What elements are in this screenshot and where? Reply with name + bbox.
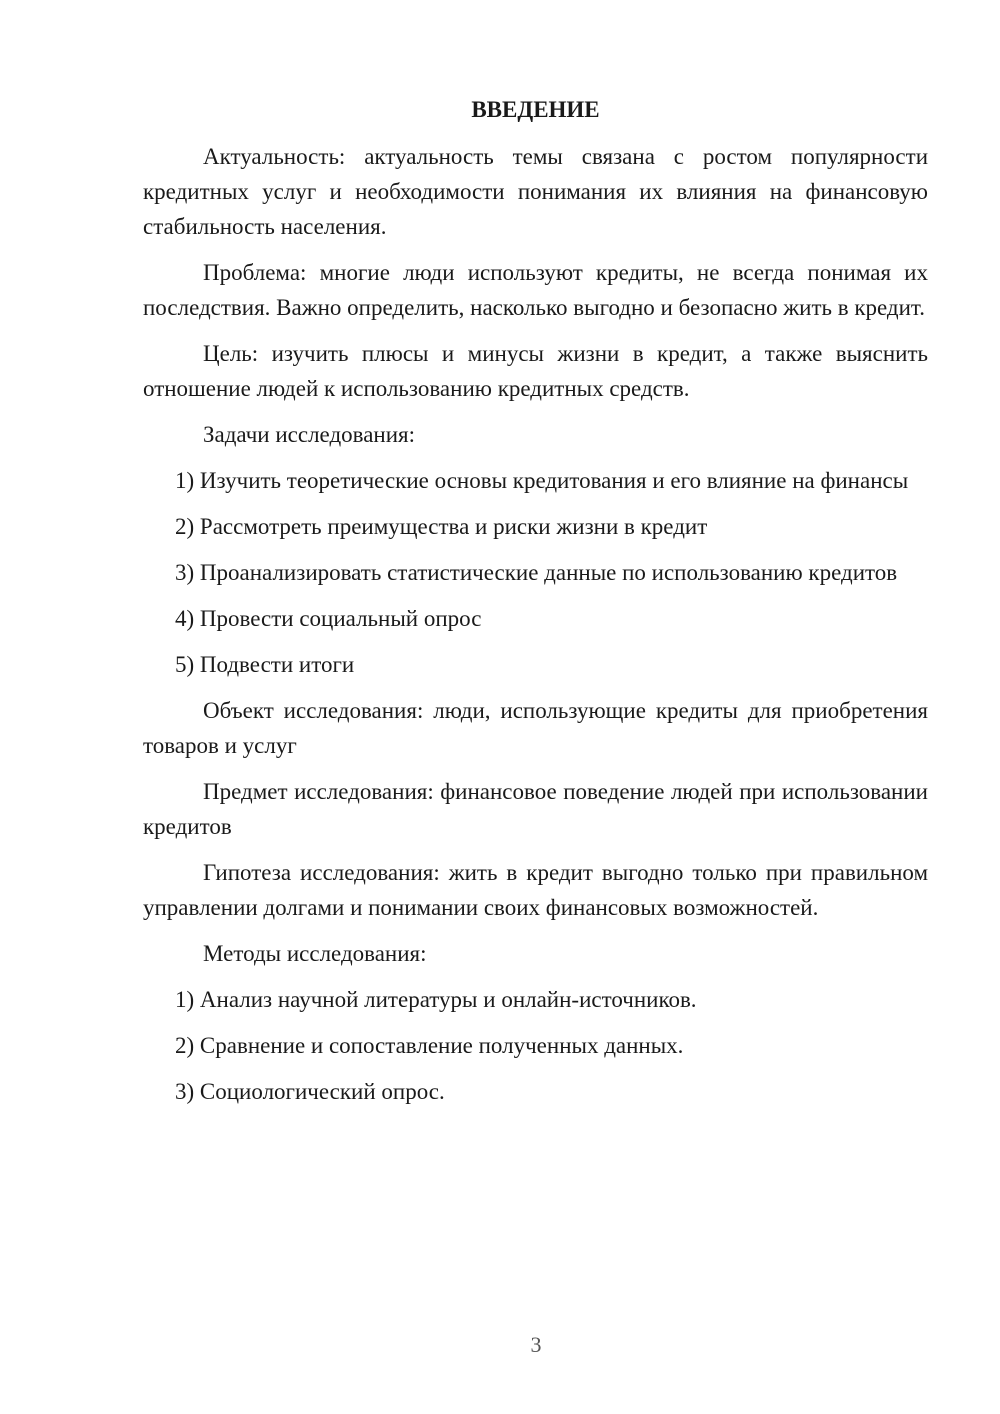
subject-paragraph: Предмет исследования: финансовое поведение людей при использовании кредитов — [143, 779, 928, 839]
problem-paragraph: Проблема: многие люди используют кредиты, не всегда понимая их последствия. Важно определить, насколько выгодно и безопасно жить в кредит. — [143, 260, 928, 320]
goal-paragraph: Цель: изучить плюсы и минусы жизни в кредит, а также выяснить отношение людей к использованию кредитных средств. — [143, 341, 928, 401]
methods-heading: Методы исследования: — [203, 941, 427, 966]
task-item-3: 3) Проанализировать статистические данные по использованию кредитов — [175, 560, 898, 585]
method-item-2: 2) Сравнение и сопоставление полученных данных. — [175, 1033, 684, 1058]
method-item-1: 1) Анализ научной литературы и онлайн-источников. — [175, 987, 697, 1012]
page-number: 3 — [530, 1332, 542, 1357]
task-item-4: 4) Провести социальный опрос — [175, 606, 482, 631]
document-page — [143, 92, 928, 1120]
section-title: ВВЕДЕНИЕ — [471, 97, 600, 122]
hypothesis-paragraph: Гипотеза исследования: жить в кредит выгодно только при правильном управлении долгами и понимании своих финансовых возможностей. — [143, 860, 928, 920]
task-item-5: 5) Подвести итоги — [175, 652, 355, 677]
task-item-1: 1) Изучить теоретические основы кредитования и его влияние на финансы — [175, 468, 909, 493]
task-item-2: 2) Рассмотреть преимущества и риски жизни в кредит — [175, 514, 708, 539]
object-paragraph: Объект исследования: люди, использующие кредиты для приобретения товаров и услуг — [143, 698, 928, 758]
method-item-3: 3) Социологический опрос. — [175, 1079, 445, 1104]
relevance-paragraph: Актуальность: актуальность темы связана с ростом популярности кредитных услуг и необходимости понимания их влияния на финансовую стабильность населения. — [143, 144, 928, 239]
tasks-heading: Задачи исследования: — [203, 422, 416, 447]
